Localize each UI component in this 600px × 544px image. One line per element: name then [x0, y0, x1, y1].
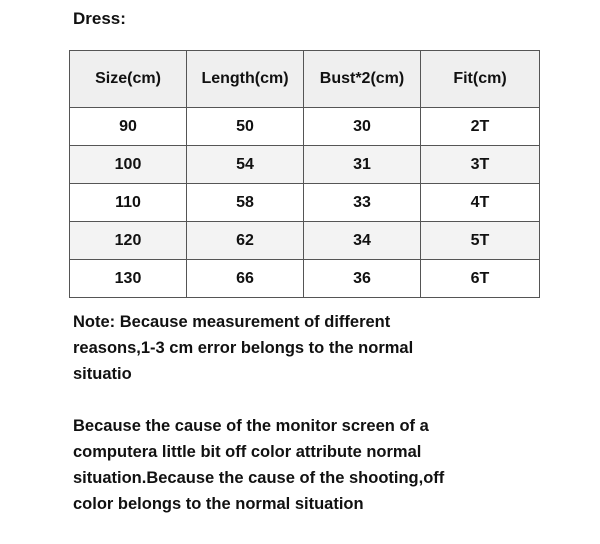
- cell-size: 90: [70, 108, 187, 146]
- table-row: [70, 184, 540, 222]
- cell-fit: 6T: [421, 260, 540, 298]
- cell-size: 130: [70, 260, 187, 298]
- note-line: Because the cause of the monitor screen of a: [73, 417, 429, 435]
- header-length: Length(cm): [187, 51, 304, 108]
- cell-bust: 30: [304, 108, 421, 146]
- note-line: situation.Because the cause of the shooting,off: [73, 469, 445, 487]
- cell-fit: 5T: [421, 222, 540, 260]
- cell-bust: 33: [304, 184, 421, 222]
- cell-bust: 31: [304, 146, 421, 184]
- cell-length: 62: [187, 222, 304, 260]
- cell-fit: 3T: [421, 146, 540, 184]
- table-row: [70, 222, 540, 260]
- note-line: color belongs to the normal situation: [73, 495, 364, 513]
- cell-size: 100: [70, 146, 187, 184]
- note-line: Note: Because measurement of different: [73, 313, 391, 331]
- size-chart-table: [69, 50, 540, 298]
- cell-fit: 4T: [421, 184, 540, 222]
- cell-size: 110: [70, 184, 187, 222]
- cell-fit: 2T: [421, 108, 540, 146]
- header-fit: Fit(cm): [421, 51, 540, 108]
- note-line: reasons,1-3 cm error belongs to the normal: [73, 339, 414, 357]
- cell-bust: 36: [304, 260, 421, 298]
- cell-length: 54: [187, 146, 304, 184]
- header-size: Size(cm): [70, 51, 187, 108]
- note-line: situatio: [73, 365, 132, 383]
- table-row: [70, 146, 540, 184]
- table-header-row: [70, 51, 540, 108]
- cell-size: 120: [70, 222, 187, 260]
- table-row: [70, 260, 540, 298]
- header-bust: Bust*2(cm): [304, 51, 421, 108]
- note-line: computera little bit off color attribute normal: [73, 443, 422, 461]
- table-row: [70, 108, 540, 146]
- cell-length: 66: [187, 260, 304, 298]
- cell-length: 58: [187, 184, 304, 222]
- measurement-note: [73, 309, 513, 387]
- color-note: [73, 413, 533, 517]
- page-title: Dress:: [73, 9, 126, 28]
- cell-bust: 34: [304, 222, 421, 260]
- cell-length: 50: [187, 108, 304, 146]
